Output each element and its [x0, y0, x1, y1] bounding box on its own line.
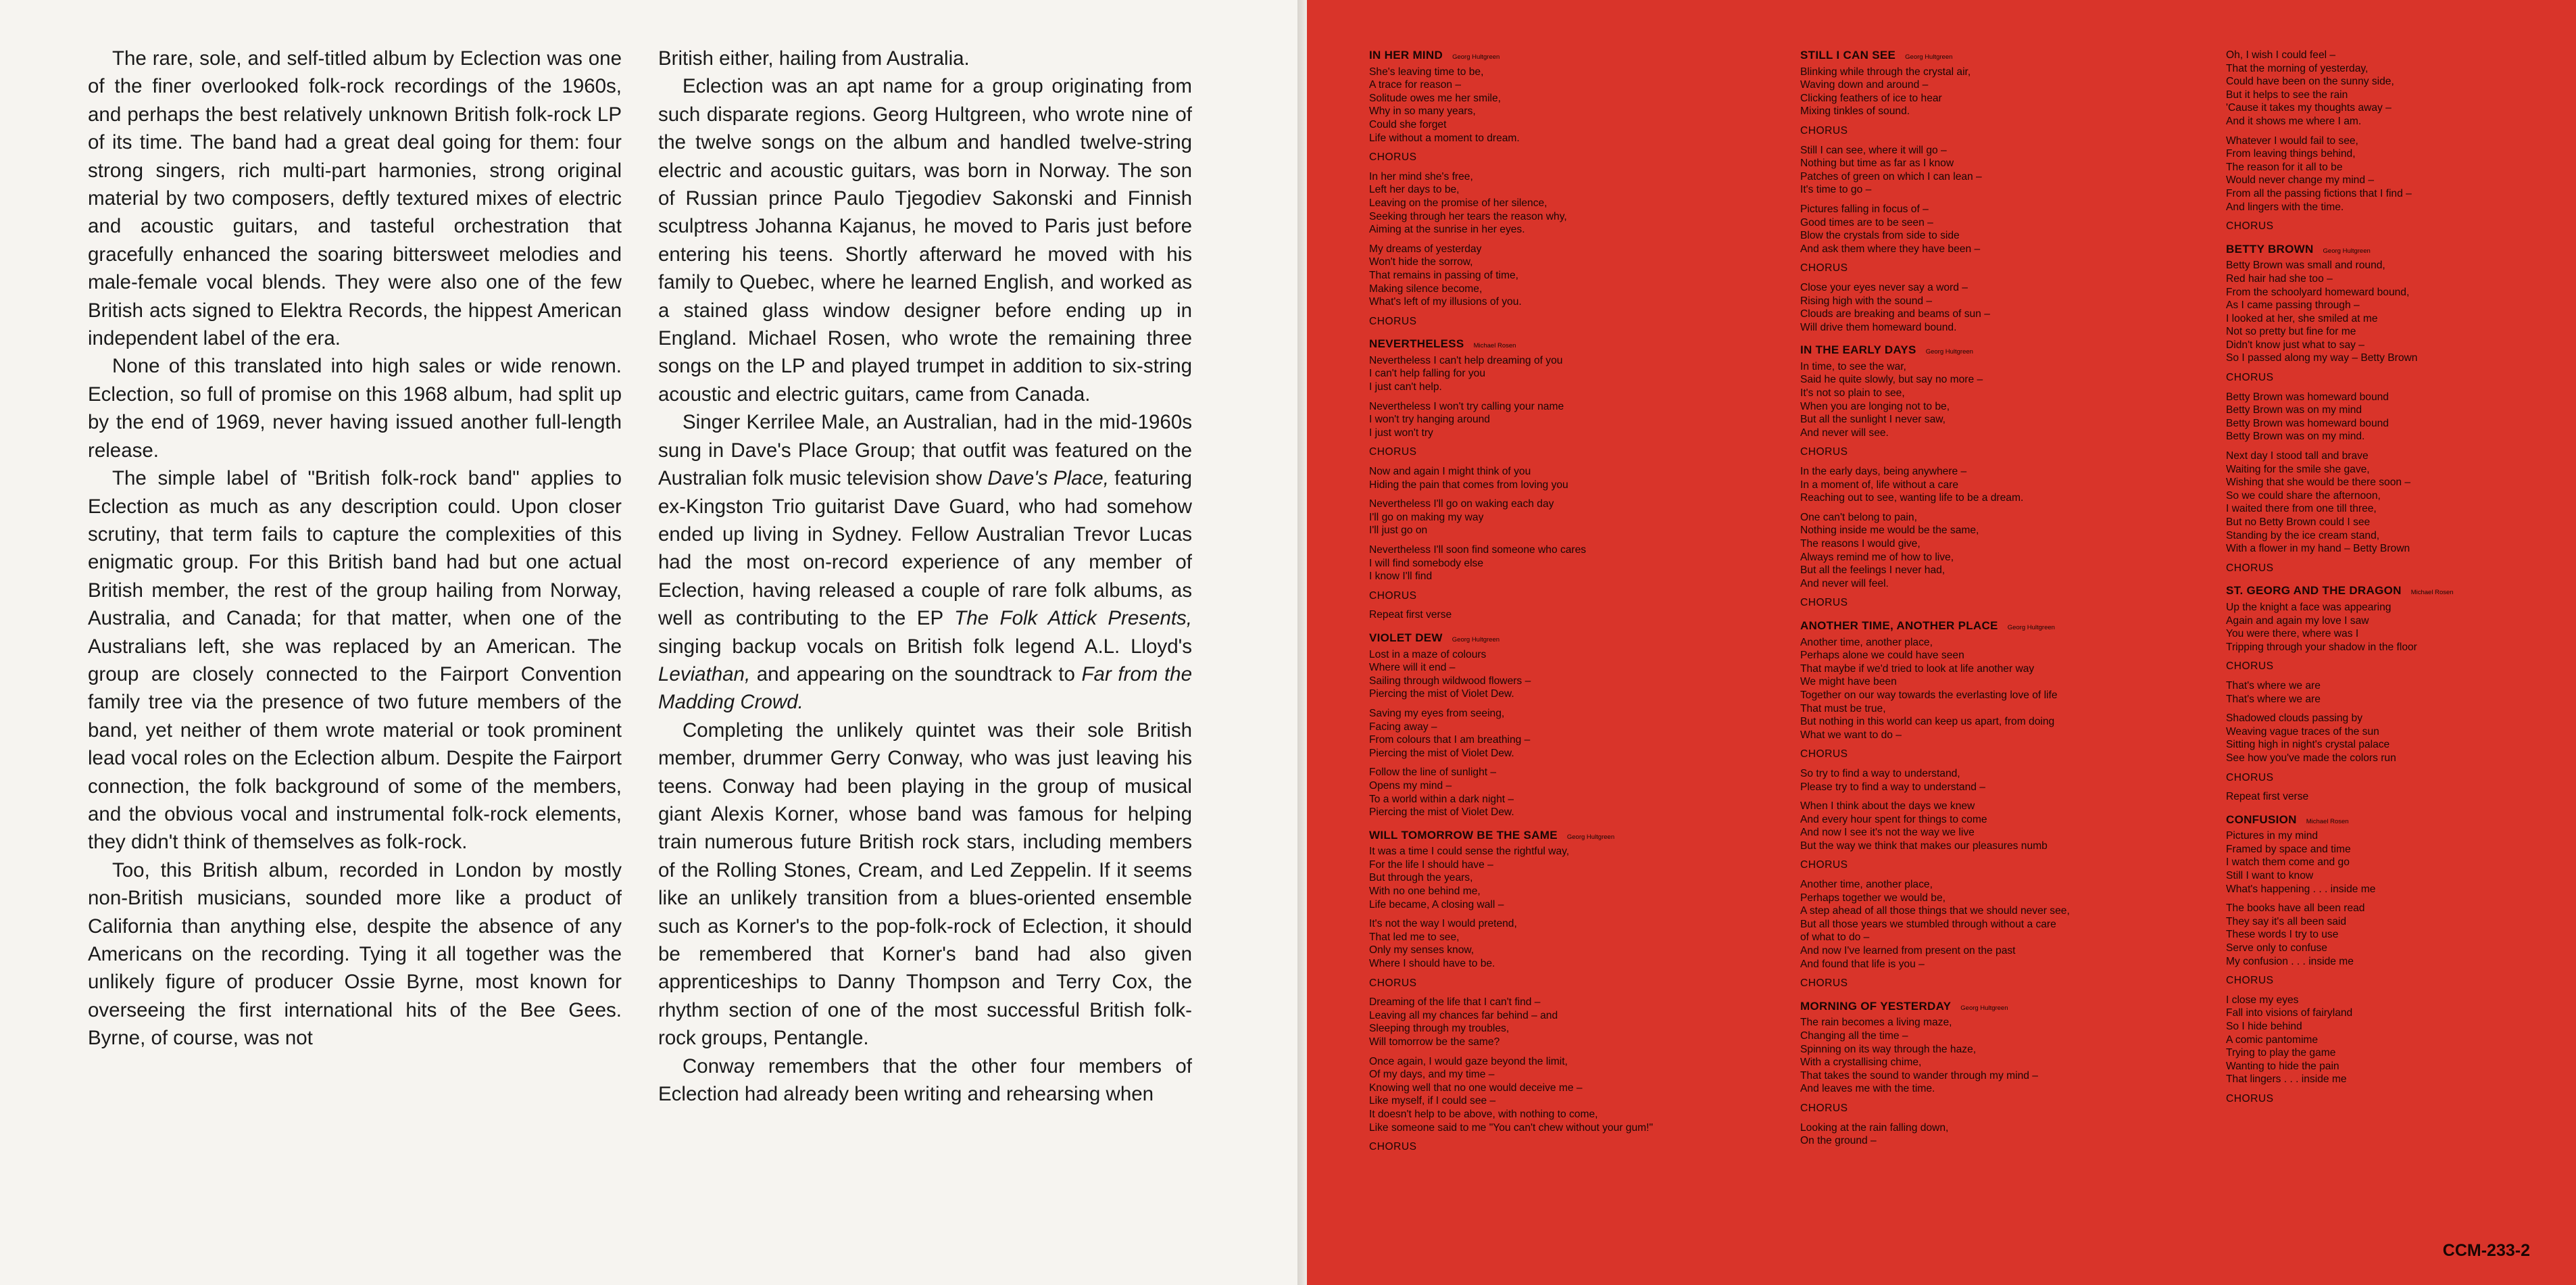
songwriter-credit: Georg Hultgreen	[1905, 53, 1953, 61]
song-title: VIOLET DEW	[1369, 631, 1443, 644]
songwriter-credit: Michael Rosen	[2410, 589, 2454, 597]
lyric-stanza: Repeat first verse	[2226, 791, 2309, 803]
song-title: ST. GEORG AND THE DRAGON	[2226, 584, 2402, 598]
essay-text: and appearing on the soundtrack to	[750, 662, 1082, 685]
chorus-marker: CHORUS	[2226, 771, 2274, 783]
song-heading	[2226, 813, 2569, 829]
lyric-stanza: Repeat first verse	[1369, 609, 1452, 621]
song-title: WILL TOMORROW BE THE SAME	[1369, 828, 1558, 842]
lyric-stanza: Lost in a maze of colours Where will it end – Sailing through wildwood flowers – Piercing the mist of Violet Dew.	[1369, 648, 1531, 700]
songwriter-credit: Georg Hultgreen	[1566, 833, 1615, 841]
chorus-marker: CHORUS	[1800, 262, 1848, 274]
song-block	[2226, 584, 2569, 803]
lyric-stanza: Saving my eyes from seeing, Facing away – From colours that I am breathing – Piercing the mist of Violet Dew.	[1369, 707, 1531, 759]
lyric-stanza: Once again, I would gaze beyond the limit, Of my days, and my time – Knowing well that no one would deceive me – Like myself, if I could see – It doesn't help to be above, with nothing to come, Like someone said to me "You can't chew without your gum!"	[1369, 1055, 1654, 1134]
song-block	[1369, 337, 1761, 622]
songwriter-credit: Georg Hultgreen	[2323, 247, 2371, 255]
lyric-stanza: Dreaming of the life that I can't find – Leaving all my chances far behind – and Sleeping through my troubles, Will tomorrow be the same?	[1369, 996, 1558, 1048]
song-heading	[1369, 631, 1761, 647]
essay-paragraph: Conway remembers that the other four members of Eclection had already been writing and rehearsing when	[658, 1054, 1192, 1106]
song-title: NEVERTHELESS	[1369, 337, 1464, 351]
song-block	[2226, 243, 2569, 575]
essay-paragraph: None of this translated into high sales or wide renown. Eclection, so full of promise on this 1968 album, had split up by the end of 1969, never having issued another full-length release.	[88, 355, 622, 462]
song-title: MORNING OF YESTERDAY	[1800, 999, 1952, 1013]
chorus-marker: CHORUS	[1800, 859, 1848, 871]
lyric-stanza: Nevertheless I'll go on waking each day I'll go on making my way I'll just go on	[1369, 498, 1554, 537]
song-heading	[1800, 49, 2192, 64]
songwriter-credit: Georg Hultgreen	[1452, 635, 1500, 644]
song-block	[1369, 631, 1761, 819]
lyric-stanza: Now and again I might think of you Hiding the pain that comes from loving you	[1369, 466, 1568, 491]
chorus-marker: CHORUS	[2226, 562, 2274, 574]
song-title: STILL I CAN SEE	[1800, 49, 1896, 62]
lyric-stanza: When I think about the days we knew And every hour spent for things to come And now I see it's not the way we live But the way we think that makes our pleasures numb	[1800, 800, 2048, 852]
song-heading	[1369, 49, 1761, 64]
lyric-stanza: Nevertheless I won't try calling your name I won't try hanging around I just won't try	[1369, 400, 1564, 439]
lyric-stanza: In her mind she's free, Left her days to be, Leaving on the promise of her silence, Seeking through her tears the reason why, Aiming at the sunrise in her eyes.	[1369, 170, 1567, 236]
songwriter-credit: Georg Hultgreen	[1925, 348, 1973, 356]
lyrics-column-2	[1800, 49, 2192, 1238]
lyric-stanza: Betty Brown was small and round, Red hair had she too – From the schoolyard homeward bound, As I came passing through – I looked at her, she smiled at me Not so pretty but fine for me Didn't know just what to say – So I passed along my way – Betty Brown	[2226, 260, 2418, 364]
essay-paragraph-continued: British either, hailing from Australia.	[658, 47, 970, 70]
song-heading	[2226, 584, 2569, 600]
lyric-stanza: Still I can see, where it will go – Nothing but time as far as I know Patches of green on which I can lean – It's time to go –	[1800, 144, 1982, 196]
essay-column-2	[658, 45, 1192, 1255]
essay-paragraph: The rare, sole, and self-titled album by Eclection was one of the finer overlooked folk-rock recordings of the 1960s, and perhaps the best relatively unknown British folk-rock LP of its time. The band had a great deal going for them: four strong singers, rich multi-part harmonies, strong original material by two composers, deftly textured mixes of electric and acoustic guitars, and tasteful orchestration that gracefully enhanced the soaring bittersweet melodies and male-female vocal blends. They were also one of the few British acts signed to Elektra Records, the hippest American independent label of the era.	[88, 47, 622, 350]
chorus-marker: CHORUS	[1800, 124, 1848, 137]
lyric-stanza: Nevertheless I can't help dreaming of you I can't help falling for you I just can't help.	[1369, 354, 1563, 393]
lyric-stanza: Looking at the rain falling down, On the ground –	[1800, 1121, 1949, 1147]
essay-italic-title: Far from the Madding Crowd.	[658, 662, 1192, 714]
lyric-stanza: In time, to see the war, Said he quite slowly, but say no more – It's not so plain to see, When you are longing not to be, But all the sunlight I never saw, And never will see.	[1800, 360, 1983, 439]
song-title: BETTY BROWN	[2226, 242, 2314, 256]
lyric-stanza: Next day I stood tall and brave Waiting for the smile she gave, Wishing that she would be there soon – So we could share the afternoon, I waited there from one till three, But no Betty Brown could I see Standing by the ice cream stand, With a flower in my hand – Betty Brown	[2226, 450, 2411, 555]
booklet-fold	[1297, 0, 1307, 1285]
essay-paragraph: Too, this British album, recorded in London by mostly non-British musicians, sounded more like a product of California than anything else, despite the absence of any Americans on the recording. Tying it all together was the unlikely figure of producer Ossie Byrne, most known for overseeing the first international hits of the Bee Gees. Byrne, of course, was not	[88, 858, 622, 1050]
lyric-stanza: The rain becomes a living maze, Changing all the time – Spinning on its way through the haze, With a crystallising chime, That takes the sound to wander through my mind – And leaves me with the time.	[1800, 1017, 2038, 1095]
lyrics-column-1	[1369, 49, 1761, 1238]
lyric-stanza: One can't belong to pain, Nothing inside me would be the same, The reasons I would give, Always remind me of how to live, But all the feelings I never had, And never will feel.	[1800, 511, 1979, 589]
lyric-stanza: Up the knight a face was appearing Again and again my love I saw You were there, where was I Tripping through your shadow in the floor	[2226, 601, 2417, 653]
lyric-stanza: It was a time I could sense the rightful way, For the life I should have – But through the years, With no one behind me, Life became, A closing wall –	[1369, 846, 1570, 911]
chorus-marker: CHORUS	[2226, 220, 2274, 233]
song-heading	[1800, 1000, 2192, 1015]
chorus-marker: CHORUS	[1800, 977, 1848, 990]
songwriter-credit: Georg Hultgreen	[1452, 53, 1500, 61]
lyric-stanza: In the early days, being anywhere – In a moment of, life without a care Reaching out to see, wanting life to be a dream.	[1800, 466, 2024, 504]
essay-paragraph: Eclection was an apt name for a group originating from such disparate regions. Georg Hultgreen, who wrote nine of the twelve songs on the album and handled twelve-string electric and acoustic guitars, was born in Norway. The son of Russian prince Paulo Tjegodiev Sakonski and Finnish sculptress Johanna Kajanus, he moved to Paris just before entering his teens. Shortly afterward he moved with his family to Quebec, where he learned English, and worked as a stained glass window designer before ending up in England. Michael Rosen, who wrote the remaining three songs on the LP and played trumpet in addition to six-string acoustic and electric guitars, came from Canada.	[658, 75, 1192, 406]
lyric-stanza: Follow the line of sunlight – Opens my mind – To a world within a dark night – Piercing the mist of Violet Dew.	[1369, 767, 1514, 819]
chorus-marker: CHORUS	[2226, 975, 2274, 987]
essay-text: Singer Kerrilee Male, an Australian, had in the mid-1960s sung in Dave's Place Group; that outfit was featured on the Australian folk music television show	[658, 411, 1192, 490]
song-heading	[1369, 829, 1761, 844]
essay-paragraph: The simple label of "British folk-rock band" applies to Eclection as much as any description could. Upon closer scrutiny, that term fails to capture the complexities of this enigmatic group. For this British band had but one actual British member, the rest of the group hailing from Norway, Australia, and Canada; for that matter, when one of the Australians left, she was replaced by an American. The group are closely connected to the Fairport Convention family tree via the presence of two future members of the band, yet neither of them wrote material or took prominent lead vocal roles on the Eclection album. Despite the Fairport connection, the folk background of some of the members, and the obvious vocal and instrumental folk-rock elements, they didn't think of themselves as folk-rock.	[88, 467, 622, 854]
essay-italic-title: Dave's Place,	[987, 467, 1109, 490]
song-block	[2226, 813, 2569, 1106]
song-block	[1800, 1000, 2192, 1148]
songwriter-credit: Georg Hultgreen	[2007, 623, 2055, 631]
essay-column-1	[88, 45, 622, 1255]
song-block	[1800, 619, 2192, 990]
lyrics-column-3	[2226, 49, 2569, 1238]
lyric-stanza: Shadowed clouds passing by Weaving vague traces of the sun Sitting high in night's crystal palace See how you've made the colors run	[2226, 712, 2396, 764]
song-block	[1369, 829, 1761, 1154]
song-block	[2226, 49, 2569, 233]
song-block	[1369, 49, 1761, 328]
chorus-marker: CHORUS	[1800, 597, 1848, 609]
chorus-marker: CHORUS	[2226, 372, 2274, 384]
lyric-stanza: Pictures in my mind Framed by space and time I watch them come and go Still I want to know What's happening . . . inside me	[2226, 830, 2376, 895]
song-block	[1800, 343, 2192, 610]
chorus-marker: CHORUS	[1369, 589, 1417, 602]
song-title: IN THE EARLY DAYS	[1800, 343, 1916, 357]
catalog-number: CCM-233-2	[2442, 1241, 2530, 1260]
song-heading	[1800, 619, 2192, 635]
chorus-marker: CHORUS	[1369, 446, 1417, 458]
song-title: CONFUSION	[2226, 813, 2297, 826]
lyric-stanza: Another time, another place, Perhaps alone we could have seen That maybe if we'd tried to look at life another way We might have been Together on our way towards the everlasting love of life That must be true, But nothing in this world can keep us apart, from doing What we want to do –	[1800, 636, 2058, 741]
lyric-stanza: Pictures falling in focus of – Good times are to be seen – Blow the crystals from side to side And ask them where they have been –	[1800, 203, 1981, 255]
lyrics-panel	[1307, 0, 2576, 1285]
chorus-marker: CHORUS	[1369, 315, 1417, 327]
lyric-stanza: I close my eyes Fall into visions of fairyland So I hide behind A comic pantomime Trying to play the game Wanting to hide the pain That lingers . . . inside me	[2226, 994, 2353, 1086]
songwriter-credit: Michael Rosen	[1473, 342, 1516, 350]
chorus-marker: CHORUS	[1369, 1141, 1417, 1153]
lyric-stanza: Nevertheless I'll soon find someone who cares I will find somebody else I know I'll find	[1369, 544, 1587, 583]
chorus-marker: CHORUS	[1369, 151, 1417, 164]
song-heading	[1800, 343, 2192, 359]
lyric-stanza: The books have all been read They say it's all been said These words I try to use Serve only to confuse My confusion . . . inside me	[2226, 902, 2365, 967]
song-title: IN HER MIND	[1369, 49, 1443, 62]
lyric-stanza: Blinking while through the crystal air, Waving down and around – Clicking feathers of ice to hear Mixing tinkles of sound.	[1800, 66, 1971, 118]
song-heading	[1369, 337, 1761, 353]
lyric-stanza: She's leaving time to be, A trace for reason – Solitude owes me her smile, Why in so many years, Could she forget Life without a moment to dream.	[1369, 66, 1520, 144]
chorus-marker: CHORUS	[2226, 1092, 2274, 1105]
lyric-stanza: Whatever I would fail to see, From leaving things behind, The reason for it all to be Would never change my mind – From all the passing fictions that I find – And lingers with the time.	[2226, 135, 2412, 213]
lyric-stanza: Another time, another place, Perhaps together we would be, A step ahead of all those things that we should never see, But all those years we stumbled through without a care of what to do – And now I've learned from present on the past And found that life is you –	[1800, 879, 2070, 970]
lyric-stanza: So try to find a way to understand, Please try to find a way to understand –	[1800, 767, 1985, 793]
songwriter-credit: Michael Rosen	[2306, 817, 2349, 825]
essay-italic-title: The Folk Attick Presents,	[954, 607, 1192, 630]
lyric-stanza: That's where we are That's where we are	[2226, 679, 2321, 705]
chorus-marker: CHORUS	[1800, 1102, 1848, 1114]
essay-italic-title: Leviathan,	[658, 662, 751, 685]
lyric-stanza: Oh, I wish I could feel – That the morning of yesterday, Could have been on the sunny side, But it helps to see the rain 'Cause it takes my thoughts away – And it shows me where I am.	[2226, 49, 2394, 127]
chorus-marker: CHORUS	[1369, 977, 1417, 989]
chorus-marker: CHORUS	[2226, 660, 2274, 673]
lyric-stanza: It's not the way I would pretend, That led me to see, Only my senses know, Where I should have to be.	[1369, 918, 1517, 970]
lyric-stanza: My dreams of yesterday Won't hide the sorrow, That remains in passing of time, Making silence become, What's left of my illusions of you.	[1369, 243, 1522, 308]
essay-paragraph: Completing the unlikely quintet was their sole British member, drummer Gerry Conway, who was just leaving his teens. Conway had been playing in the group of musical giant Alexis Korner, whose band was famous for helping train numerous future British rock stars, including members of the Rolling Stones, Cream, and Led Zeppelin. If it seems like an unlikely transition from a blues-oriented ensemble such as Korner's to the pop-folk-rock of Eclection, it should be remembered that Korner's band had also given apprenticeships to Danny Thompson and Terry Cox, the rhythm section of one of the most successful British folk-rock groups, Pentangle.	[658, 719, 1192, 1050]
song-title: ANOTHER TIME, ANOTHER PLACE	[1800, 619, 1998, 632]
songwriter-credit: Georg Hultgreen	[1960, 1004, 2008, 1012]
lyric-stanza: Betty Brown was homeward bound Betty Brown was on my mind Betty Brown was homeward bound Betty Brown was on my mind.	[2226, 391, 2389, 443]
essay-text: featuring ex-Kingston Trio guitarist Dave Guard, who had somehow ended up living in Sydney. Fellow Australian Trevor Lucas had the most on-record experience of any member of Eclection, having released a couple of rare folk albums, as well as contributing to the EP	[658, 467, 1192, 630]
chorus-marker: CHORUS	[1800, 446, 1848, 458]
chorus-marker: CHORUS	[1800, 748, 1848, 760]
song-heading	[2226, 243, 2569, 258]
lyric-stanza: Close your eyes never say a word – Rising high with the sound – Clouds are breaking and beams of sun – Will drive them homeward bound.	[1800, 281, 1990, 333]
essay-text: singing backup vocals on British folk legend A.L. Lloyd's	[658, 635, 1192, 658]
essay-paragraph-with-titles	[658, 408, 1192, 716]
song-block	[1800, 49, 2192, 334]
